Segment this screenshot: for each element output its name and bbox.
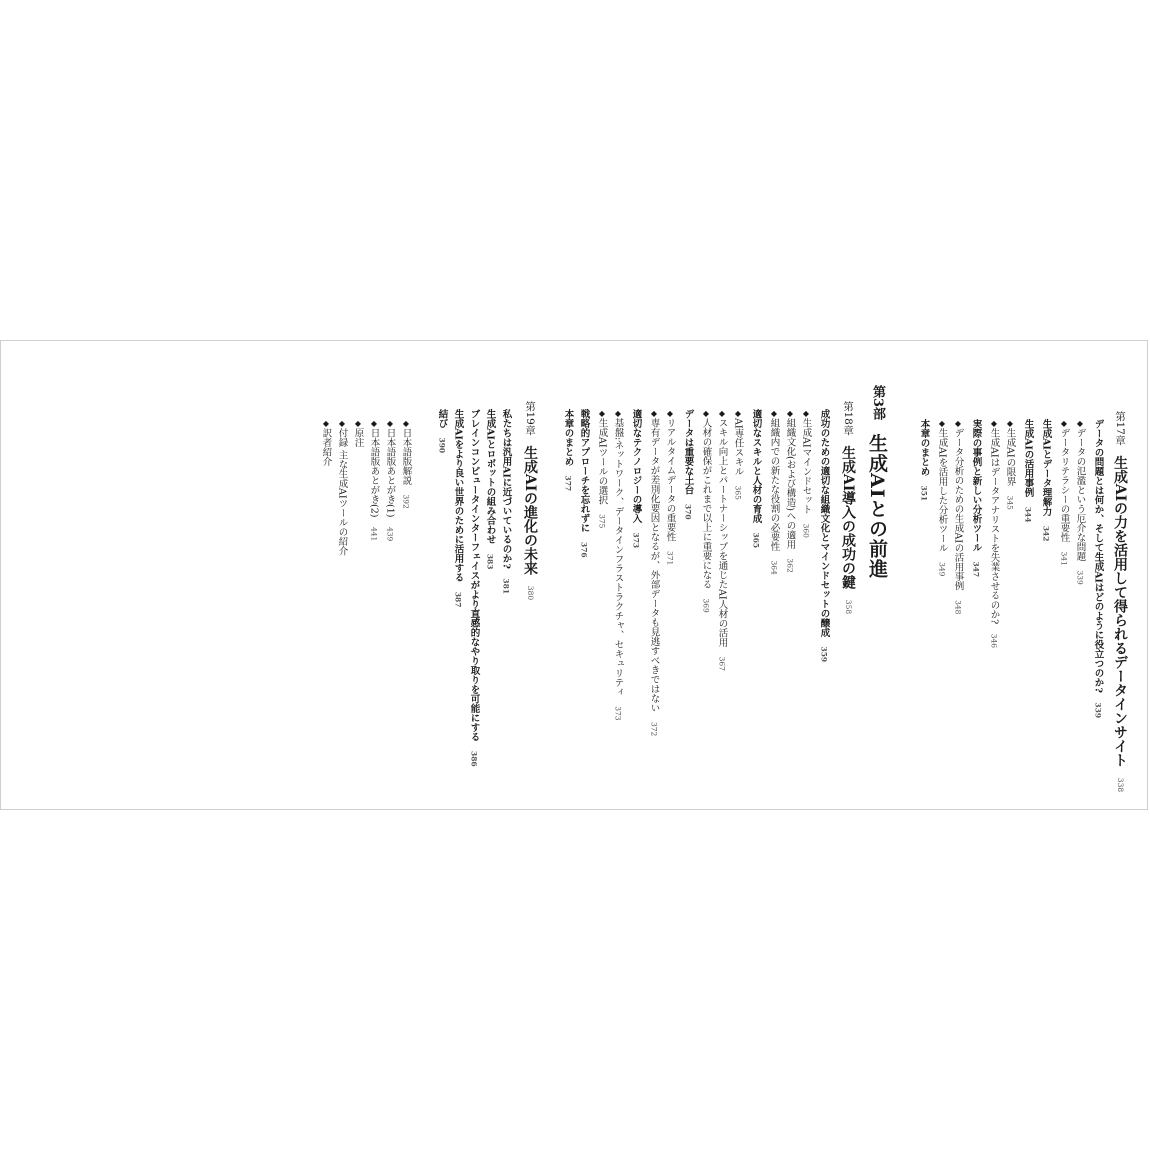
bullet-diamond: ◆	[353, 419, 363, 428]
page-number: 371	[665, 551, 675, 566]
chapter-title: 生成AI導入の成功の鍵	[840, 445, 856, 590]
section-title: 戦略的アプローチを忘れずに	[578, 409, 590, 533]
toc-subsection	[665, 409, 675, 565]
bullet-diamond: ◆	[801, 409, 811, 418]
bullet-diamond: ◆	[701, 409, 711, 418]
subsection-title: 生成AIツールの選択	[596, 418, 608, 505]
chapter-title: 生成AIの力を活用して得られるデータインサイト	[1112, 455, 1128, 768]
page-number: 372	[649, 722, 659, 737]
toc-section	[919, 419, 929, 501]
toc-subsection	[801, 409, 811, 538]
toc-chapter-19	[523, 401, 537, 600]
toc-subsection	[953, 419, 963, 614]
section-title: 私たちは汎用AIに近づいているのか?	[500, 409, 512, 569]
page-number: 359	[819, 646, 829, 663]
toc-section	[683, 409, 693, 520]
page-number: 380	[526, 585, 535, 601]
bullet-diamond: ◆	[733, 409, 743, 418]
subsection-title: 専有データが差別化要因となるが、外部データも見逃すべきではない	[648, 418, 660, 713]
page-number: 351	[919, 485, 929, 502]
bullet-diamond: ◆	[649, 409, 659, 418]
toc-part-3	[867, 385, 886, 579]
toc-subsection	[769, 409, 779, 575]
toc-section	[1041, 419, 1051, 541]
page-number: 386	[469, 751, 479, 767]
section-title: 生成AIをより良い世界のために活用する	[452, 409, 464, 583]
toc-back-item	[321, 419, 331, 466]
back-item-title: 付録 主な生成AIツールの紹介	[336, 428, 348, 556]
toc-subsection	[717, 409, 727, 671]
toc-section	[1023, 419, 1033, 522]
toc-section	[485, 409, 495, 569]
toc-subsection	[701, 409, 711, 613]
section-title: 生成AIとロボットの組み合わせ	[484, 409, 496, 545]
bullet-diamond: ◆	[717, 409, 727, 418]
page-number: 376	[579, 542, 589, 558]
chapter-label: 第18章	[842, 401, 854, 436]
section-title: 生成AIの活用事例	[1022, 419, 1034, 498]
toc-section	[1093, 419, 1103, 718]
toc-subsection	[597, 409, 607, 528]
section-title: 適切なテクノロジーの導入	[630, 409, 642, 523]
back-item-title: 日本語版あとがき(1)	[384, 428, 396, 518]
section-title: 生成AIとデータ理解力	[1040, 419, 1052, 517]
toc-back-item	[369, 419, 379, 541]
back-item-title: 原注	[352, 428, 364, 447]
subsection-title: 生成AIの限界	[1004, 428, 1016, 487]
page-number: 364	[769, 560, 779, 575]
subsection-title: 人材の確保がこれまで以上に重要になる	[700, 418, 712, 589]
subsection-title: AI専任スキル	[732, 418, 744, 477]
bullet-diamond: ◆	[1075, 419, 1085, 428]
toc-subsection	[1059, 419, 1069, 566]
page-number: 344	[1023, 506, 1033, 523]
page-number: 367	[717, 656, 727, 671]
toc-section	[631, 409, 641, 548]
page-number: 362	[785, 558, 795, 573]
bullet-diamond: ◆	[385, 419, 395, 428]
page-number: 360	[801, 523, 811, 538]
chapter-title: 生成AIの進化の未来	[522, 445, 538, 576]
subsection-title: 生成AIはデータアナリストを失業させるのか?	[988, 428, 1000, 625]
subsection-title: 組織文化(および構造)への適用	[784, 418, 796, 549]
toc-back-item	[353, 419, 363, 447]
toc-subsection	[1005, 419, 1015, 510]
page-number: 390	[437, 437, 447, 454]
chapter-label: 第19章	[524, 401, 536, 436]
bullet-diamond: ◆	[369, 419, 379, 428]
bullet-diamond: ◆	[937, 419, 947, 428]
part-label: 第3部	[870, 385, 885, 421]
page-number: 365	[751, 532, 761, 549]
page-number: 373	[613, 706, 623, 721]
page-number: 338	[1116, 777, 1125, 793]
toc-chapter-18	[841, 401, 855, 614]
section-title: 本章のまとめ	[918, 419, 930, 476]
chapter-label: 第17章	[1114, 411, 1126, 446]
page-number: 347	[971, 561, 981, 578]
section-title: 結び	[436, 409, 448, 428]
section-title: データの問題とは何か、そして生成AIはどのように役立つのか?	[1092, 419, 1104, 693]
back-item-title: 日本語版解説	[400, 428, 412, 485]
toc-subsection	[1075, 419, 1085, 585]
page-number: 392	[401, 494, 411, 509]
bullet-diamond: ◆	[1005, 419, 1015, 428]
page-number: 373	[631, 532, 641, 549]
bullet-diamond: ◆	[401, 419, 411, 428]
bullet-diamond: ◆	[1059, 419, 1069, 428]
toc-subsection	[733, 409, 743, 500]
bullet-diamond: ◆	[597, 409, 607, 418]
bullet-diamond: ◆	[989, 419, 999, 428]
toc-subsection	[785, 409, 795, 573]
toc-section	[501, 409, 511, 594]
section-title: 適切なスキルと人材の育成	[750, 409, 762, 523]
page-number: 387	[453, 591, 463, 608]
page-number: 381	[501, 578, 511, 595]
subsection-title: 生成AIを活用した分析ツール	[936, 428, 948, 553]
subsection-title: スキル向上とパートナーシップを通じたAI人材の活用	[716, 418, 728, 648]
toc-section	[579, 409, 589, 558]
toc-section	[469, 409, 479, 767]
subsection-title: 基盤:ネットワーク、データインフラストラクチャ、セキュリティ	[612, 418, 624, 697]
toc-back-item	[401, 419, 411, 509]
subsection-title: 組織内での新たな役割の必要性	[768, 418, 780, 551]
subsection-title: データの氾濫という厄介な問題	[1074, 428, 1086, 561]
toc-section	[453, 409, 463, 607]
page-number: 346	[989, 633, 999, 649]
page-number: 383	[485, 553, 495, 570]
toc-subsection	[989, 419, 999, 648]
toc-section	[819, 409, 829, 662]
part-title: 生成AIとの前進	[866, 433, 888, 579]
subsection-title: 生成AIマインドセット	[800, 418, 812, 515]
toc-back-item	[385, 419, 395, 541]
toc-back-item	[337, 419, 347, 556]
page-number: 365	[733, 485, 743, 500]
back-item-title: 訳者紹介	[320, 428, 332, 466]
toc-section	[437, 409, 447, 453]
bullet-diamond: ◆	[785, 409, 795, 418]
toc-subsection	[937, 419, 947, 576]
section-title: ブレインコンピュータインターフェイスがより直感的なやり取りを可能にする	[468, 409, 480, 742]
bullet-diamond: ◆	[665, 409, 675, 418]
section-title: 本章のまとめ	[562, 409, 574, 466]
section-title: データは重要な土台	[682, 409, 694, 495]
toc-section	[563, 409, 573, 491]
back-item-title: 日本語版あとがき(2)	[368, 428, 380, 518]
book-spread	[0, 340, 1148, 810]
bullet-diamond: ◆	[613, 409, 623, 418]
page-number: 342	[1041, 525, 1051, 542]
toc-subsection	[613, 409, 623, 721]
page-number: 370	[683, 504, 693, 520]
section-title: 実際の事例と新しい分析ツール	[970, 419, 982, 552]
bullet-diamond: ◆	[337, 419, 347, 428]
page-number: 349	[937, 562, 947, 577]
bullet-diamond: ◆	[769, 409, 779, 418]
subsection-title: データリテラシーの重要性	[1058, 428, 1070, 542]
toc-chapter-17	[1113, 411, 1127, 792]
page-number: 369	[701, 598, 711, 613]
page-number: 439	[385, 526, 395, 542]
page-number: 441	[369, 526, 379, 542]
page-number: 341	[1059, 551, 1069, 566]
bullet-diamond: ◆	[321, 419, 331, 428]
toc-section	[971, 419, 981, 577]
toc-subsection	[649, 409, 659, 736]
subsection-title: リアルタイムデータの重要性	[664, 418, 676, 542]
page-number: 348	[953, 600, 963, 615]
page-number: 358	[844, 599, 853, 615]
section-title: 成功のための適切な組織文化とマインドセットの醸成	[818, 409, 830, 637]
bullet-diamond: ◆	[953, 419, 963, 428]
toc-section	[751, 409, 761, 548]
page-number: 345	[1005, 495, 1015, 510]
page-number: 377	[563, 475, 573, 492]
subsection-title: データ分析のための生成AIの活用事例	[952, 428, 964, 591]
page-number: 375	[597, 514, 607, 529]
page-number: 339	[1093, 702, 1103, 719]
page-number: 339	[1075, 570, 1085, 585]
